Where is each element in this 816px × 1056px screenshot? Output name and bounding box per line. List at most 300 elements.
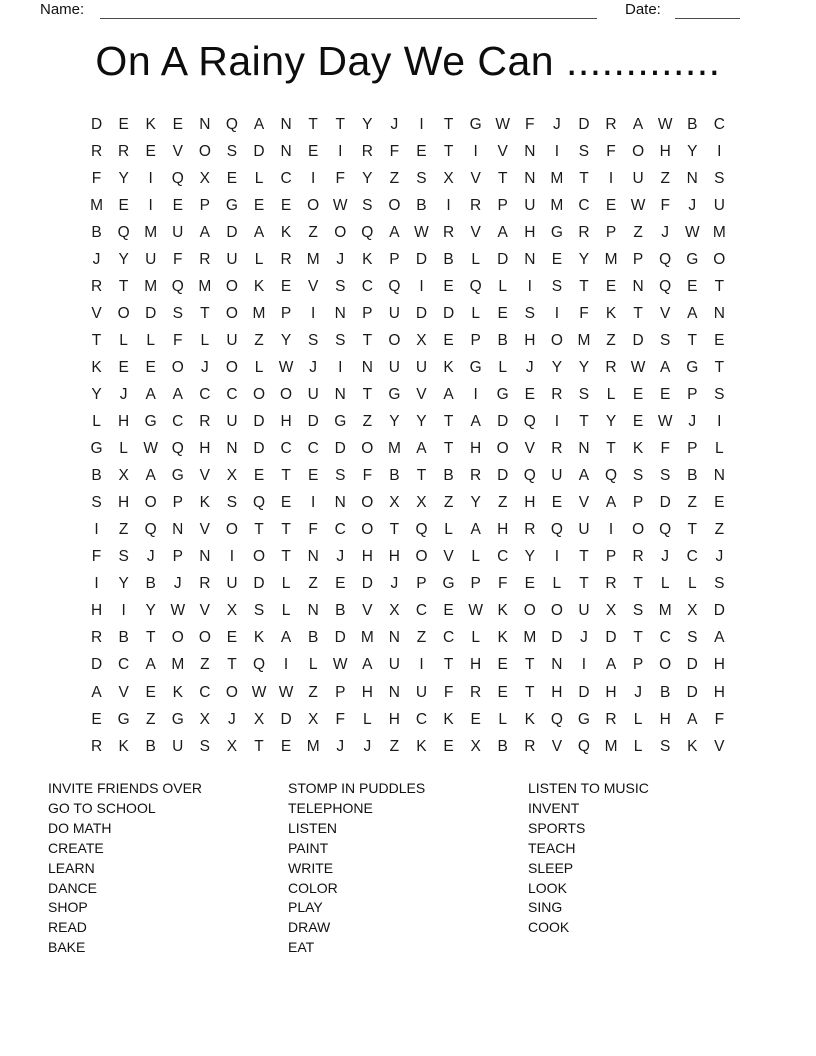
grid-letter: E: [497, 656, 508, 674]
word-list-column: [288, 779, 425, 958]
grid-letter: O: [225, 277, 238, 295]
grid-letter: I: [473, 142, 478, 160]
grid-letter: H: [524, 494, 536, 512]
grid-letter: W: [251, 683, 267, 701]
grid-letter: V: [118, 683, 129, 701]
grid-letter: O: [632, 142, 645, 160]
grid-letter: A: [91, 683, 102, 701]
grid-letter: N: [388, 629, 400, 647]
grid-letter: Z: [687, 494, 697, 512]
grid-row: [83, 138, 733, 165]
grid-letter: G: [686, 358, 699, 376]
grid-letter: D: [659, 494, 671, 512]
grid-letter: E: [118, 358, 129, 376]
grid-letter: A: [470, 521, 481, 539]
grid-letter: E: [335, 575, 346, 593]
grid-letter: T: [633, 304, 643, 322]
grid-letter: Q: [171, 440, 184, 458]
grid-letter: A: [416, 440, 427, 458]
grid-letter: E: [118, 196, 129, 214]
grid-letter: Z: [254, 331, 264, 349]
grid-letter: H: [470, 440, 482, 458]
grid-letter: C: [199, 385, 211, 403]
grid-row: [83, 409, 733, 436]
grid-letter: P: [362, 304, 373, 322]
grid-row: [83, 490, 733, 517]
word-list-item: PLAY: [288, 899, 323, 916]
grid-letter: F: [443, 683, 454, 701]
grid-letter: F: [308, 521, 318, 539]
grid-letter: O: [171, 629, 184, 647]
grid-letter: O: [171, 358, 184, 376]
grid-letter: S: [172, 304, 183, 322]
grid-letter: K: [362, 250, 373, 268]
grid-letter: E: [524, 385, 535, 403]
grid-letter: N: [524, 142, 536, 160]
word-list-item: DO MATH: [48, 819, 112, 836]
grid-letter: S: [335, 467, 346, 485]
grid-letter: Q: [252, 494, 266, 512]
grid-letter: Q: [550, 710, 563, 728]
grid-letter: W: [278, 358, 294, 376]
grid-letter: U: [632, 169, 644, 187]
word-list-item: COOK: [528, 919, 570, 936]
grid-letter: D: [686, 683, 698, 701]
word-list-item: READ: [48, 919, 87, 936]
grid-row: [83, 436, 733, 463]
grid-letter: A: [687, 710, 698, 728]
grid-letter: R: [90, 277, 103, 295]
grid-letter: C: [578, 196, 590, 214]
grid-letter: Y: [362, 169, 373, 187]
grid-letter: Y: [389, 413, 400, 431]
grid-letter: L: [715, 440, 724, 458]
grid-letter: L: [498, 277, 508, 295]
grid-letter: F: [660, 196, 670, 214]
grid-row: [83, 381, 733, 408]
grid-letter: O: [550, 331, 563, 349]
grid-letter: K: [145, 115, 156, 133]
grid-letter: U: [415, 683, 428, 701]
grid-letter: R: [632, 548, 644, 566]
grid-letter: W: [332, 196, 348, 214]
grid-letter: T: [579, 277, 589, 295]
word-list-item: SLEEP: [528, 859, 574, 876]
grid-letter: W: [630, 358, 646, 376]
grid-letter: M: [604, 250, 618, 268]
word-list-item: DANCE: [48, 879, 98, 896]
grid-letter: D: [497, 467, 509, 485]
grid-letter: R: [524, 737, 536, 755]
grid-letter: A: [605, 494, 617, 512]
grid-letter: E: [714, 494, 725, 512]
grid-letter: Z: [714, 521, 725, 539]
grid-letter: E: [632, 385, 644, 403]
word-list-item: SHOP: [48, 899, 88, 916]
grid-letter: S: [362, 196, 373, 214]
grid-letter: O: [225, 521, 238, 539]
grid-letter: M: [577, 331, 591, 349]
grid-letter: D: [334, 629, 346, 647]
grid-letter: P: [632, 250, 644, 268]
grid-letter: D: [551, 629, 563, 647]
grid-letter: D: [145, 304, 157, 322]
grid-letter: A: [497, 223, 508, 241]
grid-letter: K: [253, 277, 265, 295]
grid-letter: T: [714, 358, 725, 376]
grid-letter: I: [608, 169, 614, 187]
grid-letter: G: [117, 710, 130, 728]
grid-letter: K: [605, 304, 617, 322]
grid-letter: Z: [606, 331, 616, 349]
grid-letter: E: [443, 331, 454, 349]
grid-letter: N: [199, 115, 211, 133]
grid-letter: U: [226, 413, 238, 431]
grid-letter: Q: [523, 467, 536, 485]
grid-row: [83, 327, 733, 354]
grid-letter: Z: [145, 710, 156, 728]
grid-letter: T: [281, 548, 291, 566]
grid-letter: S: [551, 277, 563, 295]
word-list-item: LEARN: [48, 859, 95, 876]
word-search-grid: [83, 111, 733, 760]
grid-row: [83, 300, 733, 327]
grid-letter: V: [443, 548, 454, 566]
grid-letter: Q: [225, 115, 238, 133]
grid-letter: I: [446, 196, 451, 214]
grid-row: [83, 544, 733, 571]
grid-letter: I: [717, 413, 722, 431]
grid-letter: I: [148, 196, 153, 214]
grid-row: [83, 733, 733, 760]
grid-letter: F: [525, 115, 535, 133]
word-list-item: INVENT: [528, 799, 580, 816]
grid-letter: S: [714, 385, 725, 403]
grid-letter: T: [145, 629, 156, 647]
grid-letter: I: [311, 169, 316, 187]
grid-letter: A: [470, 413, 481, 431]
word-list-item: STOMP IN PUDDLES: [288, 780, 426, 796]
grid-letter: U: [388, 304, 400, 322]
grid-letter: V: [714, 737, 725, 755]
grid-letter: Y: [145, 602, 156, 620]
grid-letter: S: [524, 304, 535, 322]
grid-letter: E: [307, 142, 319, 160]
grid-letter: O: [388, 331, 401, 349]
grid-letter: R: [442, 223, 455, 241]
grid-letter: E: [253, 467, 265, 485]
grid-letter: C: [415, 602, 428, 620]
grid-letter: T: [200, 304, 210, 322]
grid-letter: F: [173, 250, 183, 268]
grid-letter: P: [416, 575, 427, 593]
grid-letter: B: [91, 223, 102, 241]
grid-letter: Q: [523, 413, 536, 431]
grid-letter: D: [686, 656, 698, 674]
grid-letter: H: [118, 494, 130, 512]
grid-letter: E: [280, 494, 292, 512]
grid-letter: C: [118, 656, 130, 674]
grid-letter: S: [714, 575, 725, 593]
grid-letter: I: [554, 548, 560, 566]
grid-letter: P: [497, 196, 508, 214]
word-list-item: TEACH: [528, 839, 576, 856]
grid-letter: T: [443, 440, 454, 458]
grid-letter: O: [361, 440, 374, 458]
grid-letter: J: [634, 683, 642, 701]
grid-letter: S: [578, 385, 590, 403]
grid-letter: Q: [144, 521, 157, 539]
grid-letter: Z: [308, 683, 318, 701]
grid-letter: N: [632, 277, 644, 295]
grid-letter: S: [335, 331, 346, 349]
grid-letter: E: [632, 413, 644, 431]
grid-letter: T: [687, 331, 697, 349]
grid-letter: G: [686, 250, 699, 268]
grid-letter: F: [91, 169, 102, 187]
grid-letter: J: [363, 737, 372, 755]
grid-letter: E: [660, 385, 671, 403]
grid-letter: G: [334, 413, 347, 431]
grid-letter: G: [469, 115, 482, 133]
date-label: Date:: [625, 1, 661, 18]
grid-letter: Q: [469, 277, 482, 295]
grid-letter: T: [687, 521, 697, 539]
grid-letter: R: [199, 250, 211, 268]
grid-letter: L: [552, 575, 562, 593]
grid-letter: V: [199, 521, 211, 539]
grid-letter: R: [118, 142, 130, 160]
word-list-column: [528, 779, 649, 938]
grid-letter: K: [497, 629, 508, 647]
grid-letter: T: [118, 277, 129, 295]
grid-letter: R: [605, 710, 617, 728]
grid-letter: S: [687, 629, 698, 647]
grid-letter: S: [660, 331, 671, 349]
grid-letter: M: [550, 169, 564, 187]
grid-letter: F: [91, 548, 102, 566]
grid-letter: B: [91, 467, 102, 485]
word-list-item: TELEPHONE: [288, 799, 373, 816]
grid-letter: A: [578, 467, 590, 485]
grid-letter: E: [416, 142, 427, 160]
grid-letter: L: [633, 737, 643, 755]
grid-letter: M: [144, 277, 158, 295]
grid-letter: J: [336, 737, 345, 755]
grid-letter: P: [389, 250, 400, 268]
grid-letter: N: [334, 304, 346, 322]
grid-letter: I: [473, 385, 478, 403]
grid-letter: M: [90, 196, 103, 214]
word-list-item: EAT: [288, 939, 315, 956]
grid-letter: U: [226, 331, 238, 349]
grid-letter: D: [605, 629, 617, 647]
grid-letter: T: [281, 521, 291, 539]
grid-letter: F: [579, 304, 589, 322]
grid-letter: B: [687, 115, 698, 133]
grid-letter: H: [605, 683, 617, 701]
grid-letter: N: [226, 440, 238, 458]
grid-letter: H: [470, 656, 482, 674]
word-lists: [0, 779, 816, 979]
grid-letter: O: [361, 494, 374, 512]
grid-letter: X: [470, 737, 481, 755]
grid-letter: W: [684, 223, 700, 241]
grid-letter: V: [199, 467, 211, 485]
grid-letter: R: [524, 521, 536, 539]
grid-letter: Y: [551, 358, 563, 376]
grid-letter: T: [443, 115, 454, 133]
grid-letter: E: [443, 277, 454, 295]
grid-letter: O: [307, 196, 320, 214]
grid-letter: Q: [659, 250, 672, 268]
grid-letter: E: [605, 277, 617, 295]
grid-letter: I: [419, 115, 424, 133]
grid-letter: U: [307, 385, 319, 403]
grid-letter: C: [686, 548, 698, 566]
grid-letter: X: [253, 710, 265, 728]
grid-letter: I: [581, 656, 587, 674]
word-list-item: LISTEN TO MUSIC: [528, 780, 649, 796]
grid-letter: Z: [633, 223, 643, 241]
grid-letter: D: [307, 413, 319, 431]
grid-letter: V: [578, 494, 590, 512]
grid-letter: E: [307, 467, 319, 485]
grid-letter: E: [172, 196, 183, 214]
grid-letter: R: [280, 250, 292, 268]
grid-letter: D: [578, 115, 590, 133]
grid-letter: A: [199, 223, 211, 241]
grid-letter: T: [443, 656, 454, 674]
grid-row: [83, 571, 733, 598]
grid-letter: I: [554, 142, 560, 160]
grid-letter: V: [660, 304, 671, 322]
grid-letter: L: [471, 629, 480, 647]
grid-letter: Q: [117, 223, 130, 241]
grid-letter: D: [497, 250, 509, 268]
grid-letter: Z: [443, 494, 454, 512]
grid-letter: E: [145, 358, 156, 376]
grid-letter: O: [252, 548, 266, 566]
grid-row: [83, 111, 733, 138]
grid-letter: T: [579, 575, 589, 593]
grid-letter: N: [361, 358, 373, 376]
grid-letter: I: [419, 656, 424, 674]
grid-letter: B: [389, 467, 400, 485]
grid-letter: E: [443, 737, 454, 755]
grid-letter: H: [713, 656, 725, 674]
grid-letter: U: [226, 250, 238, 268]
grid-letter: T: [335, 115, 345, 133]
grid-letter: Z: [118, 521, 129, 539]
grid-letter: S: [714, 169, 725, 187]
grid-letter: K: [497, 602, 508, 620]
grid-letter: Z: [308, 223, 318, 241]
grid-letter: S: [307, 331, 319, 349]
grid-letter: N: [551, 656, 563, 674]
grid-letter: I: [527, 277, 532, 295]
grid-letter: W: [630, 196, 646, 214]
grid-letter: D: [253, 142, 265, 160]
grid-letter: N: [334, 385, 346, 403]
grid-letter: R: [90, 142, 103, 160]
grid-letter: C: [334, 521, 346, 539]
grid-letter: S: [416, 169, 427, 187]
grid-row: [83, 246, 733, 273]
grid-letter: C: [361, 277, 373, 295]
grid-letter: O: [713, 250, 726, 268]
grid-letter: O: [225, 358, 238, 376]
grid-letter: E: [226, 169, 238, 187]
grid-letter: T: [525, 683, 535, 701]
grid-letter: B: [145, 737, 156, 755]
grid-letter: Q: [415, 521, 428, 539]
grid-letter: L: [119, 331, 128, 349]
grid-letter: P: [335, 683, 346, 701]
grid-letter: M: [198, 277, 212, 295]
grid-letter: E: [497, 304, 508, 322]
grid-letter: K: [253, 629, 265, 647]
grid-letter: O: [198, 629, 211, 647]
grid-row: [83, 679, 733, 706]
grid-letter: T: [633, 575, 643, 593]
grid-letter: W: [143, 440, 159, 458]
grid-letter: C: [307, 440, 319, 458]
grid-letter: Y: [470, 494, 481, 512]
name-blank-line: [100, 0, 597, 19]
grid-letter: B: [416, 196, 427, 214]
grid-letter: G: [442, 575, 455, 593]
grid-letter: T: [416, 467, 427, 485]
grid-letter: R: [605, 575, 617, 593]
grid-letter: D: [226, 223, 238, 241]
grid-letter: J: [661, 548, 670, 566]
word-list-item: GO TO SCHOOL: [48, 799, 156, 816]
grid-letter: F: [606, 142, 616, 160]
grid-letter: O: [252, 385, 266, 403]
grid-letter: Y: [524, 548, 535, 566]
grid-letter: U: [226, 575, 238, 593]
grid-letter: Q: [659, 277, 672, 295]
grid-letter: T: [389, 521, 400, 539]
grid-letter: L: [200, 331, 210, 349]
grid-letter: L: [606, 385, 616, 403]
grid-letter: E: [145, 683, 156, 701]
grid-letter: K: [632, 440, 644, 458]
grid-letter: V: [416, 385, 427, 403]
grid-letter: V: [524, 440, 535, 458]
grid-letter: A: [253, 223, 265, 241]
grid-letter: E: [714, 331, 725, 349]
grid-letter: L: [254, 250, 264, 268]
grid-letter: Z: [200, 656, 210, 674]
grid-letter: Y: [91, 385, 102, 403]
grid-row: [83, 706, 733, 733]
grid-letter: I: [338, 142, 343, 160]
grid-letter: H: [361, 683, 373, 701]
grid-letter: K: [280, 223, 292, 241]
grid-letter: X: [416, 331, 427, 349]
grid-letter: H: [659, 710, 671, 728]
grid-letter: L: [254, 358, 264, 376]
grid-letter: D: [415, 250, 428, 268]
grid-letter: D: [90, 656, 103, 674]
grid-letter: C: [280, 169, 292, 187]
grid-letter: W: [495, 115, 511, 133]
grid-row: [83, 463, 733, 490]
grid-letter: O: [550, 602, 563, 620]
grid-letter: K: [416, 737, 427, 755]
